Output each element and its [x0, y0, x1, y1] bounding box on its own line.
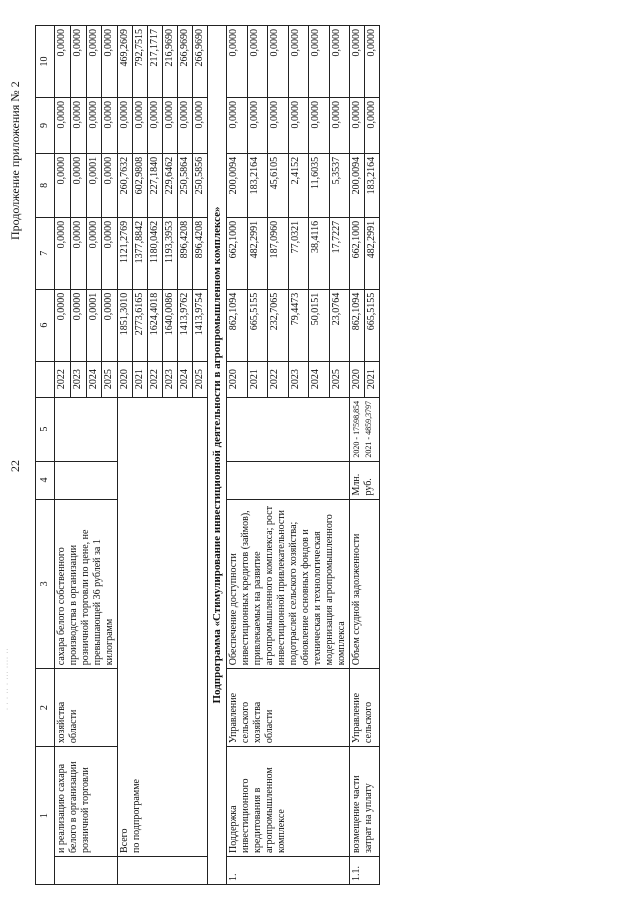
- value-cell-c10: 0,0000: [70, 26, 86, 98]
- value-cell-c9: 0,0000: [309, 97, 330, 153]
- value-cell-c9: 0,0000: [163, 97, 178, 153]
- value-cell-c8: 200,0094: [350, 153, 365, 217]
- value-cell-c7: 1180,0462: [148, 217, 163, 289]
- value-cell-c7: 662,1000: [350, 217, 365, 289]
- value-cell-c7: 77,0321: [288, 217, 309, 289]
- value-cell-c10: 266,9690: [193, 26, 208, 98]
- value-cell-c6: 0,0000: [102, 289, 118, 361]
- header-col-2: 2: [36, 669, 55, 747]
- value-cell-c10: 0,0000: [329, 26, 350, 98]
- target-cell: [350, 397, 380, 461]
- scan-mark: · · · ·· · ··· ···· ··: [5, 647, 11, 710]
- value-cell-c10: 0,0000: [227, 26, 248, 98]
- year-cell: 2025: [329, 361, 350, 397]
- executor-cell: хозяйства области: [55, 669, 118, 747]
- unit-cell: [55, 461, 118, 499]
- value-cell-c10: 0,0000: [365, 26, 380, 98]
- value-cell-c8: 5,3537: [329, 153, 350, 217]
- target-2020: 2020 - 17598,854: [352, 400, 361, 458]
- unit-cell: Млн. руб.: [350, 461, 380, 499]
- value-cell-c9: 0,0000: [193, 97, 208, 153]
- year-cell: 2023: [70, 361, 86, 397]
- value-cell-c10: 0,0000: [350, 26, 365, 98]
- event-name-cell: Поддержка инвестиционного кредитования в агропромышленном комплексе: [227, 747, 350, 857]
- header-col-1: 1: [36, 747, 55, 885]
- target-2021: 2021 - 4859,3797: [364, 400, 373, 458]
- value-cell-c7: 1121,2769: [118, 217, 133, 289]
- event-name-cell: возмещение части затрат на уплату: [350, 747, 380, 857]
- value-cell-c9: 0,0000: [55, 97, 71, 153]
- executor-cell: Управление сельского: [350, 669, 380, 747]
- value-cell-c8: 2,4152: [288, 153, 309, 217]
- value-cell-c7: 38,4116: [309, 217, 330, 289]
- value-cell-c9: 0,0000: [288, 97, 309, 153]
- value-cell-c10: 792,7515: [133, 26, 148, 98]
- header-col-9: 9: [36, 97, 55, 153]
- total-label-cell: [118, 397, 208, 856]
- year-cell: 2024: [178, 361, 193, 397]
- num-cell: [55, 857, 118, 885]
- item-number: 1.: [227, 857, 350, 885]
- value-cell-c9: 0,0000: [148, 97, 163, 153]
- value-cell-c8: 602,9808: [133, 153, 148, 217]
- value-cell-c6: 1413,9762: [178, 289, 193, 361]
- executor-cell: Управление сельского хозяйства области: [227, 669, 350, 747]
- value-cell-c6: 1624,4018: [148, 289, 163, 361]
- header-year: [36, 361, 55, 397]
- table-row: [227, 26, 248, 885]
- value-cell-c6: 0,0001: [86, 289, 102, 361]
- year-cell: 2022: [55, 361, 71, 397]
- target-cell: [227, 397, 350, 461]
- value-cell-c8: 11,6035: [309, 153, 330, 217]
- column-number-row: [36, 26, 55, 885]
- budget-table: [35, 25, 380, 885]
- value-cell-c7: 482,2991: [247, 217, 268, 289]
- value-cell-c8: 227,1840: [148, 153, 163, 217]
- header-col-8: 8: [36, 153, 55, 217]
- year-cell: 2025: [102, 361, 118, 397]
- header-col-10: 10: [36, 26, 55, 98]
- value-cell-c9: 0,0000: [350, 97, 365, 153]
- value-cell-c10: 266,9690: [178, 26, 193, 98]
- value-cell-c6: 665,5155: [365, 289, 380, 361]
- value-cell-c6: 2773,6165: [133, 289, 148, 361]
- value-cell-c8: 0,0001: [86, 153, 102, 217]
- value-cell-c7: 896,4208: [193, 217, 208, 289]
- year-cell: 2021: [133, 361, 148, 397]
- indicator-cell: Объем ссудной задолженности: [350, 499, 380, 669]
- value-cell-c6: 862,1094: [227, 289, 248, 361]
- header-col-5: 5: [36, 397, 55, 461]
- value-cell-c9: 0,0000: [247, 97, 268, 153]
- event-name-cell: и реализацию сахара белого в организации розничной торговли: [55, 747, 118, 857]
- value-cell-c6: 665,5155: [247, 289, 268, 361]
- year-cell: 2024: [309, 361, 330, 397]
- indicator-cell: сахара белого собственного производства в организации розничной торговли по цене, не превышающей 36 рублей за 1 килограмм: [55, 499, 118, 669]
- num-cell: [118, 857, 208, 885]
- year-cell: 2023: [163, 361, 178, 397]
- table-row: [118, 26, 133, 885]
- appendix-header: Продолжение приложения № 2: [8, 81, 22, 240]
- year-cell: 2022: [268, 361, 289, 397]
- value-cell-c8: 0,0000: [102, 153, 118, 217]
- value-cell-c7: 482,2991: [365, 217, 380, 289]
- year-cell: 2020: [227, 361, 248, 397]
- value-cell-c6: 1851,3010: [118, 289, 133, 361]
- value-cell-c7: 0,0000: [86, 217, 102, 289]
- value-cell-c9: 0,0000: [133, 97, 148, 153]
- value-cell-c10: 0,0000: [268, 26, 289, 98]
- value-cell-c10: 0,0000: [102, 26, 118, 98]
- value-cell-c6: 50,0151: [309, 289, 330, 361]
- value-cell-c9: 0,0000: [102, 97, 118, 153]
- item-number: 1.1.: [350, 857, 380, 885]
- year-cell: 2020: [118, 361, 133, 397]
- value-cell-c6: 79,4473: [288, 289, 309, 361]
- header-col-6: 6: [36, 289, 55, 361]
- section-title-row: [208, 26, 227, 885]
- value-cell-c8: 45,6105: [268, 153, 289, 217]
- value-cell-c9: 0,0000: [178, 97, 193, 153]
- value-cell-c7: 662,1000: [227, 217, 248, 289]
- section-title: Подпрограмма «Стимулирование инвестиционной деятельности в агропромышленном комплексе»: [208, 26, 227, 885]
- value-cell-c8: 183,2164: [365, 153, 380, 217]
- value-cell-c6: 0,0000: [55, 289, 71, 361]
- year-cell: 2023: [288, 361, 309, 397]
- unit-cell: [227, 461, 350, 499]
- value-cell-c7: 0,0000: [102, 217, 118, 289]
- value-cell-c10: 0,0000: [309, 26, 330, 98]
- value-cell-c9: 0,0000: [268, 97, 289, 153]
- value-cell-c8: 250,5856: [193, 153, 208, 217]
- value-cell-c8: 250,5864: [178, 153, 193, 217]
- value-cell-c8: 260,7632: [118, 153, 133, 217]
- value-cell-c6: 0,0000: [70, 289, 86, 361]
- year-cell: 2021: [365, 361, 380, 397]
- value-cell-c7: 187,0960: [268, 217, 289, 289]
- header-col-7: 7: [36, 217, 55, 289]
- value-cell-c9: 0,0000: [329, 97, 350, 153]
- value-cell-c8: 229,6462: [163, 153, 178, 217]
- target-cell: [55, 397, 118, 461]
- value-cell-c6: 1640,0086: [163, 289, 178, 361]
- value-cell-c9: 0,0000: [118, 97, 133, 153]
- value-cell-c9: 0,0000: [227, 97, 248, 153]
- value-cell-c6: 862,1094: [350, 289, 365, 361]
- table-body: [36, 26, 380, 885]
- subprogram-label: по подпрограмме: [131, 779, 142, 854]
- year-cell: 2020: [350, 361, 365, 397]
- header-col-4: 4: [36, 461, 55, 499]
- total-label: Всего: [119, 828, 130, 854]
- value-cell-c7: 1193,3953: [163, 217, 178, 289]
- value-cell-c6: 23,0764: [329, 289, 350, 361]
- value-cell-c7: 896,4208: [178, 217, 193, 289]
- indicator-cell: Обеспечение доступности инвестиционных кредитов (займов), привлекаемых на развитие агропромышленного комплекса; рост инвестиционной привлекательности подотраслей сельского хозяйства; обновление основных фондов и техническая и технологическая модернизация агропромышленного комплекса: [227, 499, 350, 669]
- value-cell-c6: 232,7065: [268, 289, 289, 361]
- value-cell-c7: 0,0000: [55, 217, 71, 289]
- value-cell-c9: 0,0000: [70, 97, 86, 153]
- header-col-3: 3: [36, 499, 55, 669]
- value-cell-c9: 0,0000: [86, 97, 102, 153]
- year-cell: 2021: [247, 361, 268, 397]
- table-row: [350, 26, 365, 885]
- value-cell-c6: 1413,9754: [193, 289, 208, 361]
- value-cell-c10: 469,2609: [118, 26, 133, 98]
- value-cell-c8: 183,2164: [247, 153, 268, 217]
- page-number: 22: [8, 460, 22, 472]
- value-cell-c10: 216,9690: [163, 26, 178, 98]
- value-cell-c7: 1377,8842: [133, 217, 148, 289]
- value-cell-c10: 0,0000: [86, 26, 102, 98]
- year-cell: 2022: [148, 361, 163, 397]
- value-cell-c9: 0,0000: [365, 97, 380, 153]
- value-cell-c8: 0,0000: [70, 153, 86, 217]
- value-cell-c7: 17,7227: [329, 217, 350, 289]
- value-cell-c10: 0,0000: [247, 26, 268, 98]
- value-cell-c10: 217,1717: [148, 26, 163, 98]
- value-cell-c8: 200,0094: [227, 153, 248, 217]
- year-cell: 2025: [193, 361, 208, 397]
- table-row: [55, 26, 71, 885]
- value-cell-c7: 0,0000: [70, 217, 86, 289]
- year-cell: 2024: [86, 361, 102, 397]
- value-cell-c10: 0,0000: [55, 26, 71, 98]
- value-cell-c8: 0,0000: [55, 153, 71, 217]
- value-cell-c10: 0,0000: [288, 26, 309, 98]
